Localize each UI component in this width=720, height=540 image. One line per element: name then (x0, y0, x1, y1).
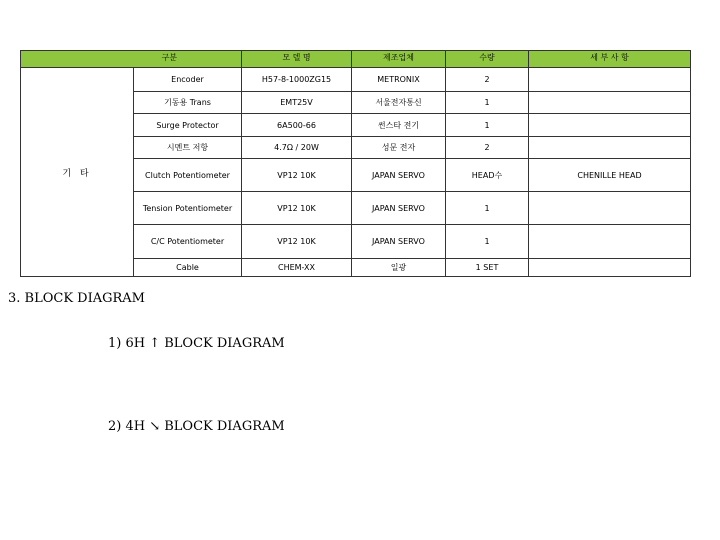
maker-name: JAPAN SERVO (352, 159, 446, 192)
maker-name: JAPAN SERVO (352, 225, 446, 259)
maker-name: 성문 전자 (352, 137, 446, 159)
details (529, 92, 691, 114)
details (529, 114, 691, 137)
model-name: 6A500-66 (242, 114, 352, 137)
table-row (21, 68, 691, 92)
quantity: HEAD수 (446, 159, 529, 192)
section-heading: 3. BLOCK DIAGRAM (8, 291, 145, 306)
item-name: Tension Potentiometer (134, 192, 242, 225)
quantity: 2 (446, 68, 529, 92)
quantity: 1 (446, 92, 529, 114)
quantity: 1 (446, 225, 529, 259)
model-name: H57-8-1000ZG15 (242, 68, 352, 92)
details (529, 137, 691, 159)
item-name: C/C Potentiometer (134, 225, 242, 259)
equipment-table (20, 50, 691, 277)
maker-name: 썬스타 전기 (352, 114, 446, 137)
model-name: VP12 10K (242, 159, 352, 192)
group-label-other: 기 타 (21, 68, 134, 277)
model-name: EMT25V (242, 92, 352, 114)
quantity: 1 SET (446, 259, 529, 277)
header-quantity: 수량 (446, 51, 529, 68)
header-model: 모 델 명 (242, 51, 352, 68)
item-name: 기동용 Trans (134, 92, 242, 114)
item-name: Encoder (134, 68, 242, 92)
quantity: 1 (446, 114, 529, 137)
item-name: Cable (134, 259, 242, 277)
item-name: 시멘트 저항 (134, 137, 242, 159)
model-name: CHEM-XX (242, 259, 352, 277)
model-name: 4.7Ω / 20W (242, 137, 352, 159)
maker-name: 일광 (352, 259, 446, 277)
maker-name: 서울전자통신 (352, 92, 446, 114)
details (529, 225, 691, 259)
quantity: 1 (446, 192, 529, 225)
header-details: 세 부 사 항 (529, 51, 691, 68)
model-name: VP12 10K (242, 225, 352, 259)
maker-name: JAPAN SERVO (352, 192, 446, 225)
quantity: 2 (446, 137, 529, 159)
model-name: VP12 10K (242, 192, 352, 225)
table-header-row (21, 51, 691, 68)
subsection-heading-4h: 2) 4H ↘ BLOCK DIAGRAM (108, 419, 285, 434)
details (529, 192, 691, 225)
maker-name: METRONIX (352, 68, 446, 92)
details (529, 259, 691, 277)
header-maker: 제조업체 (352, 51, 446, 68)
details: CHENILLE HEAD (529, 159, 691, 192)
item-name: Clutch Potentiometer (134, 159, 242, 192)
header-category: 구분 (21, 51, 242, 68)
item-name: Surge Protector (134, 114, 242, 137)
subsection-heading-6h: 1) 6H ↑ BLOCK DIAGRAM (108, 336, 285, 351)
details (529, 68, 691, 92)
